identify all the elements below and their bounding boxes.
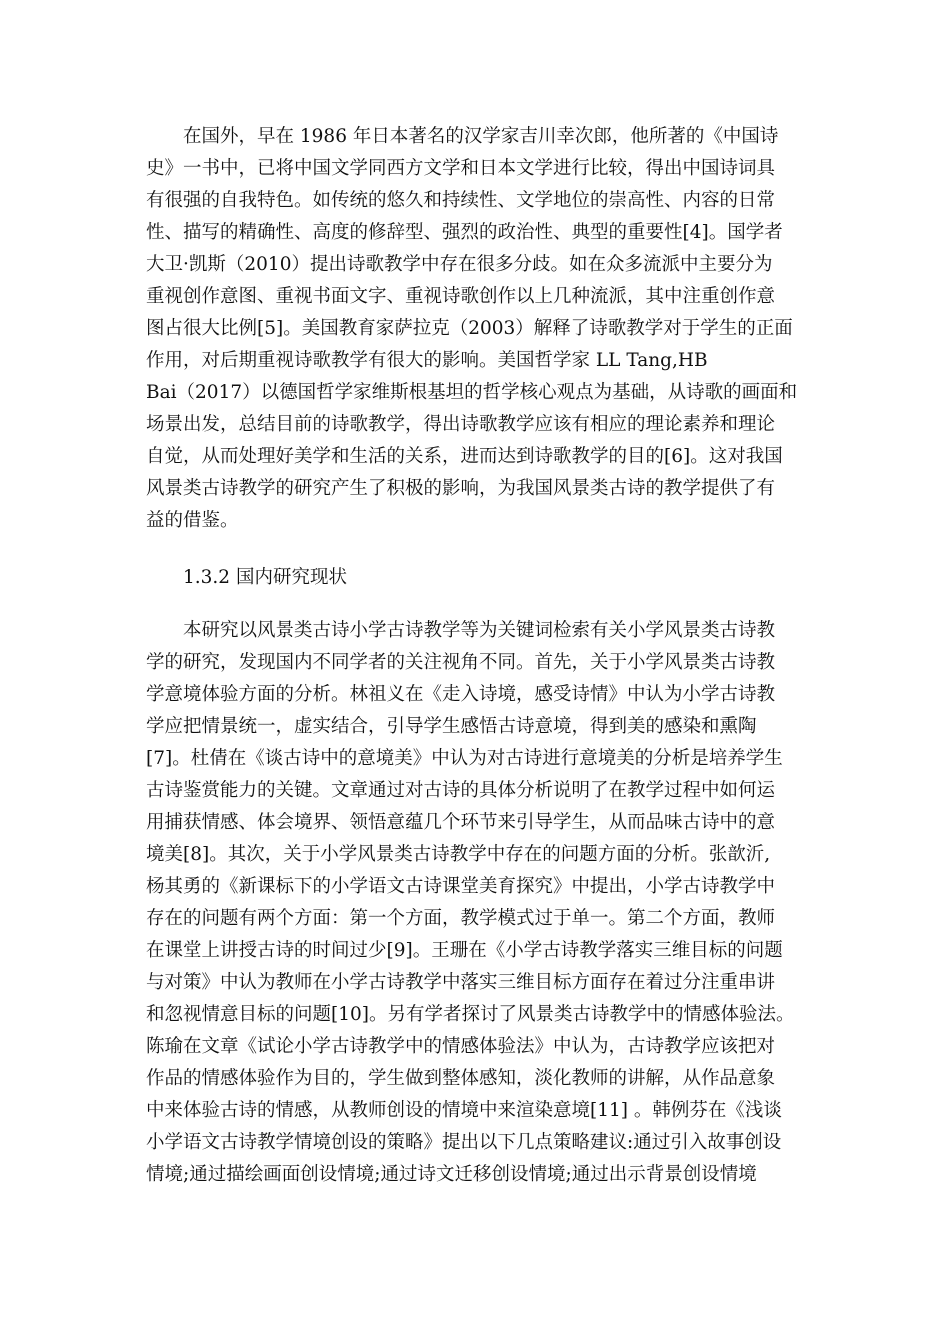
- text-line: 存在的问题有两个方面：第一个方面，教学模式过于单一。第二个方面，教师: [146, 908, 776, 929]
- text-line: 杨其勇的《新课标下的小学语文古诗课堂美育探究》中提出，小学古诗教学中: [146, 876, 776, 897]
- text-line: 在国外，早在 1986 年日本著名的汉学家吉川幸次郎，他所著的《中国诗: [183, 126, 779, 147]
- text-line: 图占很大比例[5]。美国教育家萨拉克（2003）解释了诗歌教学对于学生的正面: [146, 318, 793, 339]
- text-line: 用捕获情感、体会境界、领悟意蕴几个环节来引导学生，从而品味古诗中的意: [146, 812, 776, 833]
- text-line: Bai（2017）以德国哲学家维斯根基坦的哲学核心观点为基础，从诗歌的画面和: [146, 382, 798, 403]
- text-line: 情境;通过描绘画面创设情境;通过诗文迁移创设情境;通过出示背景创设情境: [146, 1164, 757, 1185]
- text-line: 大卫·凯斯（2010）提出诗歌教学中存在很多分歧。如在众多流派中主要分为: [146, 254, 773, 275]
- text-line: 本研究以风景类古诗小学古诗教学等为关键词检索有关小学风景类古诗教: [183, 620, 776, 641]
- text-line: 境美[8]。其次，关于小学风景类古诗教学中存在的问题方面的分析。张歆沂,: [146, 844, 771, 865]
- text-line: 自觉，从而处理好美学和生活的关系，进而达到诗歌教学的目的[6]。这对我国: [146, 446, 783, 467]
- text-line: 中来体验古诗的情感，从教师创设的情境中来渲染意境[11] 。韩例芬在《浅谈: [146, 1100, 782, 1121]
- text-line: 与对策》中认为教师在小学古诗教学中落实三维目标方面存在着过分注重串讲: [146, 972, 776, 993]
- text-line: 陈瑜在文章《试论小学古诗教学中的情感体验法》中认为，古诗教学应该把对: [146, 1036, 776, 1057]
- text-line: 小学语文古诗教学情境创设的策略》提出以下几点策略建议:通过引入故事创设: [146, 1132, 782, 1153]
- text-line: 学意境体验方面的分析。林祖义在《走入诗境，感受诗情》中认为小学古诗教: [146, 684, 776, 705]
- text-line: 史》一书中，已将中国文学同西方文学和日本文学进行比较，得出中国诗词具: [146, 158, 776, 179]
- text-line: 和忽视情意目标的问题[10]。另有学者探讨了风景类古诗教学中的情感体验法。: [146, 1004, 795, 1025]
- text-line: 有很强的自我特色。如传统的悠久和持续性、文学地位的崇高性、内容的日常: [146, 190, 776, 211]
- text-line: 益的借鉴。: [146, 510, 239, 531]
- text-line: 学的研究，发现国内不同学者的关注视角不同。首先，关于小学风景类古诗教: [146, 652, 776, 673]
- text-line: 性、描写的精确性、高度的修辞型、强烈的政治性、典型的重要性[4]。国学者: [146, 222, 783, 243]
- text-line: 重视创作意图、重视书面文字、重视诗歌创作以上几种流派，其中注重创作意: [146, 286, 776, 307]
- text-line: 学应把情景统一，虚实结合，引导学生感悟古诗意境，得到美的感染和熏陶: [146, 716, 757, 737]
- text-line: 作品的情感体验作为目的，学生做到整体感知，淡化教师的讲解，从作品意象: [146, 1068, 776, 1089]
- text-line: 风景类古诗教学的研究产生了积极的影响，为我国风景类古诗的教学提供了有: [146, 478, 776, 499]
- text-line: 作用，对后期重视诗歌教学有很大的影响。美国哲学家 LL Tang,HB: [146, 350, 708, 371]
- section-heading: 1.3.2 国内研究现状: [183, 567, 347, 588]
- text-line: 在课堂上讲授古诗的时间过少[9]。王珊在《小学古诗教学落实三维目标的问题: [146, 940, 783, 961]
- text-line: [7]。杜倩在《谈古诗中的意境美》中认为对古诗进行意境美的分析是培养学生: [146, 748, 783, 769]
- text-line: 场景出发，总结目前的诗歌教学，得出诗歌教学应该有相应的理论素养和理论: [146, 414, 776, 435]
- text-line: 古诗鉴赏能力的关键。文章通过对古诗的具体分析说明了在教学过程中如何运: [146, 780, 776, 801]
